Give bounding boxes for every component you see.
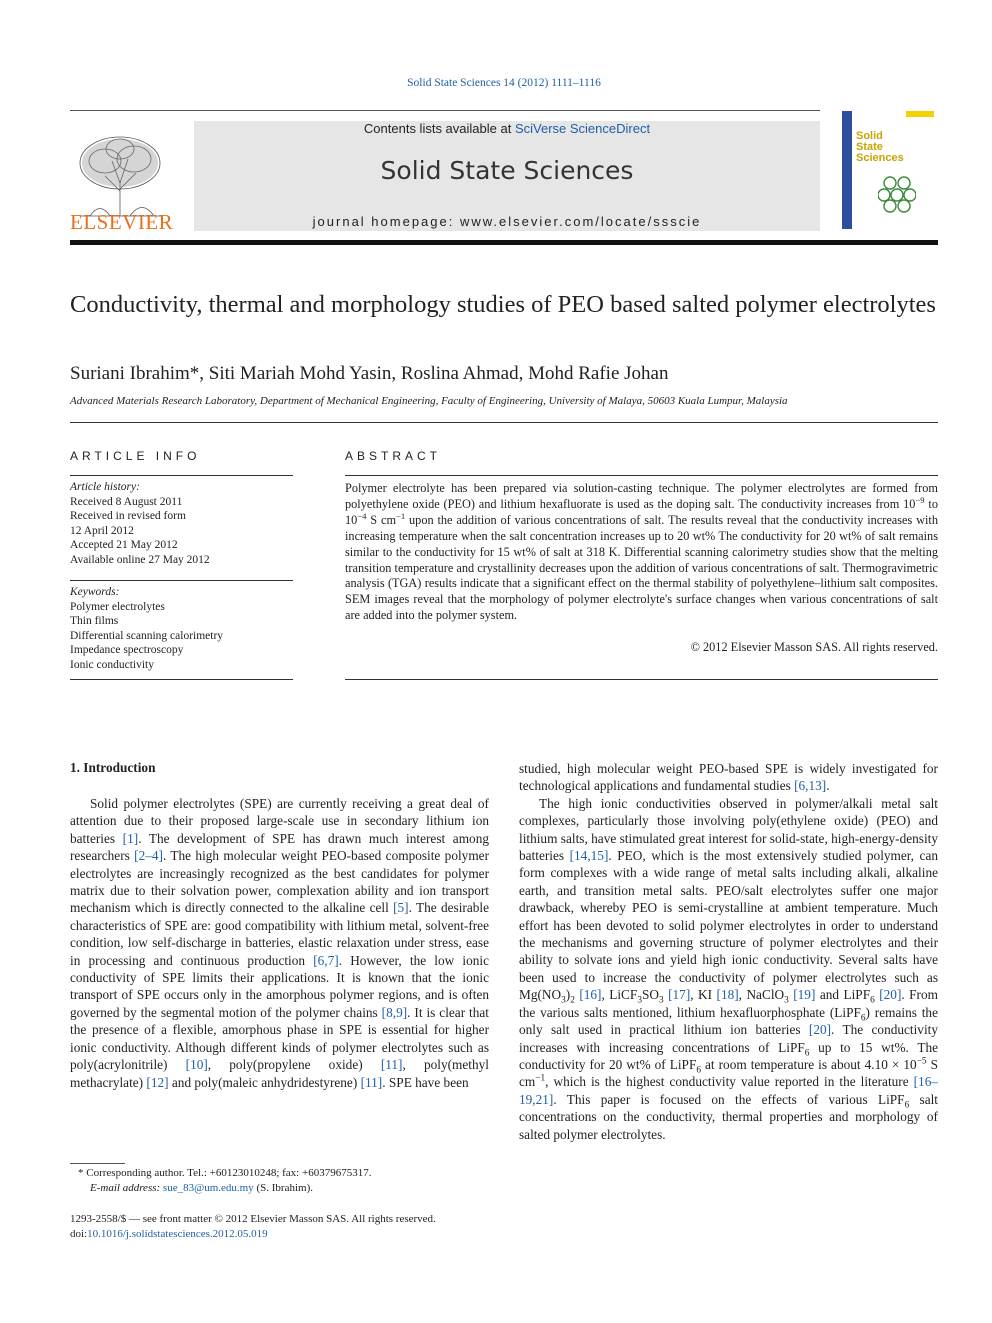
- ref-link[interactable]: [20]: [808, 1022, 832, 1038]
- keyword: Thin films: [70, 615, 119, 627]
- ref-link[interactable]: [19]: [793, 987, 816, 1003]
- email-label: E-mail address:: [90, 1182, 161, 1194]
- keyword: Polymer electrolytes: [70, 600, 165, 613]
- contents-line: [194, 121, 820, 136]
- email-link[interactable]: sue_83@um.edu.my: [162, 1182, 254, 1194]
- history-item: Available online 27 May 2012: [70, 553, 210, 566]
- history-item: Received in revised form: [70, 510, 186, 522]
- email-suffix: (S. Ibrahim).: [256, 1182, 313, 1194]
- elsevier-wordmark: ELSEVIER: [70, 210, 174, 234]
- issn-line: 1293-2558/$ — see front matter © 2012 Elsevier Masson SAS. All rights reserved.: [70, 1213, 436, 1225]
- journal-citation[interactable]: Solid State Sciences 14 (2012) 1111–1116: [407, 77, 601, 89]
- ref-link[interactable]: [14,15]: [569, 848, 609, 864]
- abstract-text: Polymer electrolyte has been prepared via solution-casting technique. The polymer electrolytes are formed from polyethylene oxide (PEO) and lithium hexafluorate is used as the doping salt. The conductivity increases from $10^{-9}$ to $10^{-4}$ S $cm^{-1}$ upon the addition of various concentrations of salt. The results reveal that the conductivity increases with increasing temperature when the salt concentration increases up to 20 wt% The conductivity for 20 wt% of salt remains similar to the conductivity for 15 wt% of salt at 318 K. Differential scanning calorimetry studies show that the melting transition temperature and crystallinity decreases upon the addition of various concentrations of salt. Thermogravimetric analysis (TGA) results indicate that a significant effect on the thermal stability of polyethylene–lithium salt composites. SEM images reveal that the morphology of polymer electrolyte's surface changes when various concentrations of salt are added into the polymer system.: [345, 481, 939, 623]
- sciencedirect-link[interactable]: SciVerse ScienceDirect: [514, 121, 651, 136]
- ref-link[interactable]: [5]: [393, 900, 409, 916]
- doi-label: doi:: [70, 1228, 88, 1240]
- ref-link[interactable]: [17]: [668, 987, 691, 1003]
- cover-title: [856, 131, 904, 164]
- ref-link[interactable]: [11]: [360, 1074, 383, 1090]
- article-authors: Suriani Ibrahim*, Siti Mariah Mohd Yasin, Roslina Ahmad, Mohd Rafie Johan: [70, 363, 669, 384]
- history-item: Received 8 August 2011: [70, 495, 183, 508]
- article-title: Conductivity, thermal and morphology studies of PEO based salted polymer electrolytes: [70, 291, 936, 318]
- title-rule: [70, 422, 938, 423]
- body-right-column: [519, 760, 938, 1143]
- intro-paragraph-2: The high ionic conductivities observed in polymer/alkali metal salt complexes, particularly those involving poly(ethylene oxide) (PEO) and lithium salts, have stimulated great interest for solid-state, high-energy-density batteries [14,15]. PEO, which is the most extensively studied polymer, can form complexes with a wide range of metal salts including alkali, alkaline earth, and transition metal salts. PEO/salt electrolytes suffer one major drawback, whereby PEO is semi-crystalline at ambient temperature. Much effort has been devoted to solid polymer electrolytes in order to understand the mechanisms and governing structure of polymer electrolytes and their ability to solvate ions and yield high ionic conductivity. Several salts have been used to increase the conductivity of polymer electrolytes such as $Mg(NO_3)_2$ [16], $LiCF_3SO_3$ [17], KI [18], NaClO$_3$ [19] and LiPF$_6$ [20]. From the various salts mentioned, lithium hexafluorphosphate (LiPF$_6$) remains the only salt used in practical lithium ion batteries [20]. The conductivity increases with increasing concentrations of LiPF$_6$ up to 15 wt%. The conductivity for 20 wt% of LiPF$_6$ at room temperature is about $4.10 \times 10^{-5}$ S $cm^{-1}$, which is the highest conductivity value reported in the literature [16–19,21]. This paper is focused on the effects of various LiPF$_6$ salt concentrations on the conductivity, thermal properties and morphology of salted polymer electrolytes.: [519, 795, 938, 1142]
- contents-prefix: Contents lists available at: [363, 121, 512, 136]
- ref-link[interactable]: [6,7]: [313, 952, 339, 968]
- cover-line-1: Solid: [856, 130, 883, 142]
- abstract-rule: [345, 475, 938, 476]
- article-info-rule: [70, 475, 293, 476]
- keyword: Differential scanning calorimetry: [70, 629, 224, 642]
- intro-paragraph-1: Solid polymer electrolytes (SPE) are currently receiving a great deal of attention due to their proposed large-scale use in secondary lithium ion batteries [1]. The development of SPE has drawn much interest among researchers [2–4]. The high molecular weight PEO-based composite polymer electrolytes are increasingly recognized as the best candidates for polymer matrix due to their solvation power, complexation ability and ion transport mechanism which is directly connected to the alkaline cell [5]. The desirable characteristics of SPE are: good compatibility with lithium metal, solvent-free condition, low self-discharge in batteries, elastic relaxation under stress, ease in processing and continuous production [6,7]. However, the low ionic conductivity of SPE limits their applications. It is known that the ionic transport of SPE occurs only in the amorphous polymer regions, and is often governed by the segmental motion of the polymer chains [8,9]. It is clear that the presence of a flexible, amorphous phase in SPE is essential for higher ionic conductivity. Although different kinds of polymer electrolytes such as poly(acrylonitrile) [10], poly(propylene oxide) [11], poly(methyl methacrylate) [12] and poly(maleic anhydridestyrene) [11]. SPE have been: [70, 796, 489, 1090]
- abstract-heading: ABSTRACT: [345, 449, 442, 463]
- header-rule: [70, 110, 820, 111]
- cover-molecule-icon: [878, 173, 916, 213]
- ref-link[interactable]: [18]: [716, 987, 739, 1003]
- author-affiliation: Advanced Materials Research Laboratory, Department of Mechanical Engineering, Faculty of Engineering, University of Malaya, 50603 Kuala Lumpur, Malaysia: [70, 395, 788, 407]
- history-item: 12 April 2012: [70, 524, 134, 537]
- section-heading-introduction: 1. Introduction: [70, 760, 156, 775]
- intro-paragraph-1-cont: studied, high molecular weight PEO-based SPE is widely investigated for technological applications and fundamental studies [6,13].: [519, 761, 938, 794]
- abstract-bottom-rule: [345, 679, 938, 680]
- ref-link[interactable]: [2–4]: [134, 848, 163, 864]
- article-history: [70, 480, 293, 567]
- history-item: Accepted 21 May 2012: [70, 539, 178, 551]
- abstract-copyright: © 2012 Elsevier Masson SAS. All rights reserved.: [690, 640, 938, 654]
- body-left-column: [70, 795, 489, 1091]
- ref-link[interactable]: [10]: [185, 1057, 208, 1073]
- ref-link[interactable]: [20]: [879, 987, 902, 1003]
- doi-link[interactable]: 10.1016/j.solidstatesciences.2012.05.019: [87, 1228, 268, 1240]
- cover-stripe: [842, 111, 852, 229]
- history-label: Article history:: [70, 481, 140, 493]
- ref-link[interactable]: [12]: [146, 1074, 169, 1090]
- footnote-rule: [70, 1163, 125, 1164]
- article-info-heading: ARTICLE INFO: [70, 449, 201, 463]
- keywords-rule: [70, 580, 293, 581]
- article-info-bottom-rule: [70, 679, 293, 680]
- ref-link[interactable]: [16–19,21]: [519, 1074, 938, 1107]
- keywords: [70, 585, 293, 672]
- journal-cover: [842, 111, 934, 229]
- keywords-label: Keywords:: [70, 586, 120, 598]
- corresponding-author-note: [78, 1166, 498, 1196]
- corresponding-author-line: * Corresponding author. Tel.: +60123010248; fax: +60379675317.: [78, 1167, 372, 1179]
- ref-link[interactable]: [8,9]: [381, 1004, 408, 1020]
- ref-link[interactable]: [16]: [579, 987, 602, 1003]
- journal-homepage[interactable]: journal homepage: www.elsevier.com/locate/ssscie: [312, 214, 702, 229]
- header-thick-rule: [70, 240, 938, 245]
- keyword: Ionic conductivity: [70, 658, 154, 671]
- journal-title: Solid State Sciences: [380, 156, 634, 185]
- ref-link[interactable]: [6,13]: [794, 778, 827, 794]
- doi-line: [70, 1227, 500, 1242]
- email-line: [78, 1181, 498, 1196]
- ref-link[interactable]: [11]: [380, 1057, 403, 1073]
- cover-yellow-band: [906, 111, 934, 117]
- ref-link[interactable]: [1]: [122, 830, 139, 846]
- cover-line-2: State: [856, 141, 883, 153]
- keyword: Impedance spectroscopy: [70, 644, 184, 656]
- cover-line-3: Sciences: [856, 152, 904, 164]
